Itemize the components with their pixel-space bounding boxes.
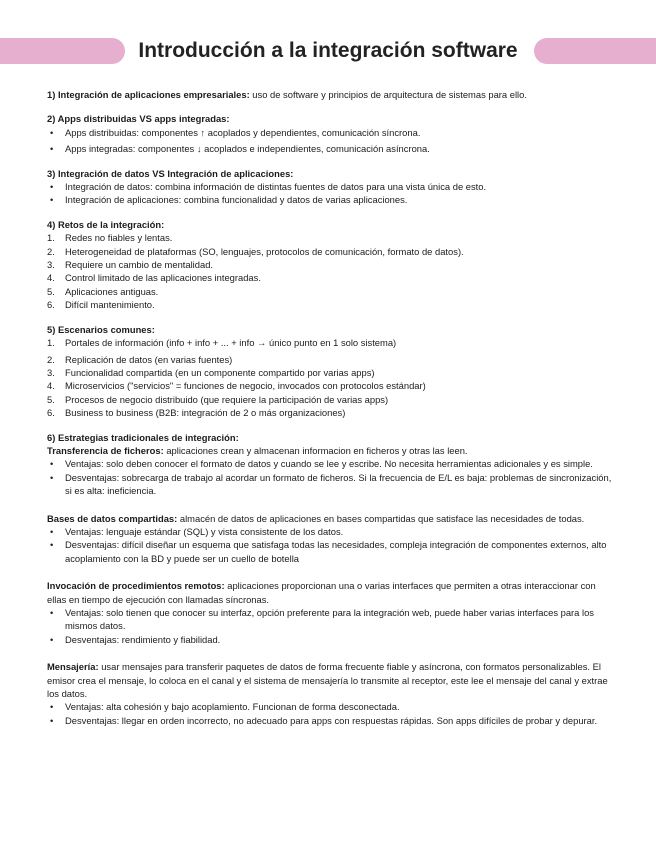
list-number: 2. <box>47 245 55 257</box>
list-item: • Ventajas: solo deben conocer el formato de datos y cuando se lee y escribe. No necesita herramientas adicionales y es simple. <box>47 457 612 470</box>
list-item <box>47 271 612 284</box>
transfer-text <box>47 444 612 457</box>
list-item <box>47 393 612 406</box>
shared-db-block <box>47 512 612 566</box>
list-text: Aplicaciones antiguas. <box>65 285 159 297</box>
section-2-list <box>47 126 612 156</box>
rpc-label: Invocación de procedimientos remotos: <box>47 580 225 592</box>
list-number: 3. <box>47 259 55 271</box>
list-item: • Integración de aplicaciones: combina funcionalidad y datos de varias aplicaciones. <box>47 193 612 206</box>
list-text: Business to business (B2B: integración de 2 o más organizaciones) <box>65 407 346 419</box>
list-item <box>47 379 612 392</box>
list-item <box>47 298 612 311</box>
page-title: Introducción a la integración software <box>138 39 518 62</box>
messaging-label: Mensajería: <box>47 661 99 673</box>
section-1 <box>47 88 612 101</box>
rpc-block <box>47 579 612 646</box>
shared-db-text <box>47 512 612 525</box>
list-number: 6. <box>47 299 55 311</box>
transfer-label: Transferencia de ficheros: <box>47 444 164 456</box>
section-6 <box>47 431 612 498</box>
list-text: Procesos de negocio distribuido (que requiere la participación de varias apps) <box>65 393 389 405</box>
shared-db-body: almacén de datos de aplicaciones en bases compartidas que satisface las necesidades de todas. <box>177 512 585 524</box>
section-3-list <box>47 180 612 207</box>
list-item <box>47 231 612 244</box>
section-5 <box>47 323 612 420</box>
section-4 <box>47 218 612 312</box>
list-item <box>47 258 612 271</box>
list-text: Requiere un cambio de mentalidad. <box>65 259 214 271</box>
messaging-block <box>47 660 612 727</box>
list-item: • Ventajas: lenguaje estándar (SQL) y vista consistente de los datos. <box>47 525 612 538</box>
document-body <box>47 88 612 738</box>
shared-db-label: Bases de datos compartidas: <box>47 512 178 524</box>
list-number: 1. <box>47 337 55 349</box>
list-number: 6. <box>47 407 55 419</box>
messaging-list <box>47 700 612 727</box>
list-text: Replicación de datos (en varias fuentes) <box>65 353 233 365</box>
list-number: 5. <box>47 285 55 297</box>
list-number: 4. <box>47 272 55 284</box>
list-number: 4. <box>47 380 55 392</box>
list-item <box>47 285 612 298</box>
rpc-text <box>47 579 612 606</box>
list-item: • Ventajas: solo tienen que conocer su interfaz, opción preferente para la integración web, puede haber varias interfaces para los mismos datos. <box>47 606 612 633</box>
transfer-list <box>47 457 612 497</box>
shared-db-list <box>47 525 612 565</box>
list-item: • Apps integradas: componentes ↓ acoplados e independientes, comunicación asíncrona. <box>47 142 612 155</box>
section-4-heading: 4) Retos de la integración: <box>47 218 165 230</box>
list-item: • Apps distribuidas: componentes ↑ acoplados y dependientes, comunicación síncrona. <box>47 126 612 139</box>
list-text: Redes no fiables y lentas. <box>65 232 173 244</box>
list-number: 3. <box>47 366 55 378</box>
section-3-heading: 3) Integración de datos VS Integración de aplicaciones: <box>47 167 294 179</box>
list-item <box>47 353 612 366</box>
section-1-text <box>47 88 612 101</box>
section-2 <box>47 112 612 155</box>
list-item: • Desventajas: difícil diseñar un esquema que satisfaga todas las necesidades, compleja integración de componentes externos, alto acoplamiento con la BD y puede ser un cuello de botella <box>47 538 612 565</box>
section-3 <box>47 167 612 207</box>
list-item <box>47 406 612 419</box>
section-1-body: uso de software y principios de arquitectura de sistemas para ello. <box>249 89 527 100</box>
list-item: • Desventajas: rendimiento y fiabilidad. <box>47 633 612 646</box>
list-item <box>47 366 612 379</box>
list-text: Difícil mantenimiento. <box>65 299 155 311</box>
list-text: Microservicios ("servicios" = funciones de negocio, invocados con protocolos estándar) <box>65 380 426 392</box>
list-text: Portales de información (info + info + ... + info → único punto en 1 solo sistema) <box>65 337 397 349</box>
list-number: 1. <box>47 232 55 244</box>
section-1-heading: 1) Integración de aplicaciones empresariales: <box>47 89 250 100</box>
list-number: 2. <box>47 353 55 365</box>
messaging-body: usar mensajes para transferir paquetes de datos de forma frecuente fiable y asíncrona, con formatos personalizables. El emisor crea el mensaje, lo coloca en el canal y el sistema de mensajería lo transmite al receptor, este lee el mensaje del canal y extrae los datos. <box>47 661 608 700</box>
list-item: • Ventajas: alta cohesión y bajo acoplamiento. Funcionan de forma desconectada. <box>47 700 612 713</box>
list-item <box>47 245 612 258</box>
section-4-list <box>47 231 612 311</box>
title-bar <box>0 34 656 68</box>
section-5-list <box>47 336 612 419</box>
section-2-heading: 2) Apps distribuidas VS apps integradas: <box>47 113 230 125</box>
list-item <box>47 336 612 349</box>
section-5-heading: 5) Escenarios comunes: <box>47 323 155 335</box>
list-text: Funcionalidad compartida (en un componente compartido por varias apps) <box>65 366 375 378</box>
list-item: • Desventajas: sobrecarga de trabajo al acordar un formato de ficheros. Si la frecuencia de E/L es baja: problemas de sincronización, si es alta: ineficiencia. <box>47 471 612 498</box>
rpc-list <box>47 606 612 646</box>
list-text: Control limitado de las aplicaciones integradas. <box>65 272 261 284</box>
rpc-body: aplicaciones proporcionan una o varias interfaces que permiten a otras interaccionar con ellas en tiempo de ejecución con llamadas síncronas. <box>47 580 596 605</box>
list-number: 5. <box>47 393 55 405</box>
section-6-heading: 6) Estrategias tradicionales de integración: <box>47 431 239 443</box>
transfer-body: aplicaciones crean y almacenan informacion en ficheros y otras las leen. <box>163 444 468 456</box>
messaging-text <box>47 660 612 700</box>
list-item: • Desventajas: llegar en orden incorrecto, no adecuado para apps con respuestas rápidas. Son apps difíciles de probar y depurar. <box>47 714 612 727</box>
list-text: Heterogeneidad de plataformas (SO, lenguajes, protocolos de comunicación, formato de datos). <box>65 245 464 257</box>
list-item: • Integración de datos: combina información de distintas fuentes de datos para una vista única de esto. <box>47 180 612 193</box>
